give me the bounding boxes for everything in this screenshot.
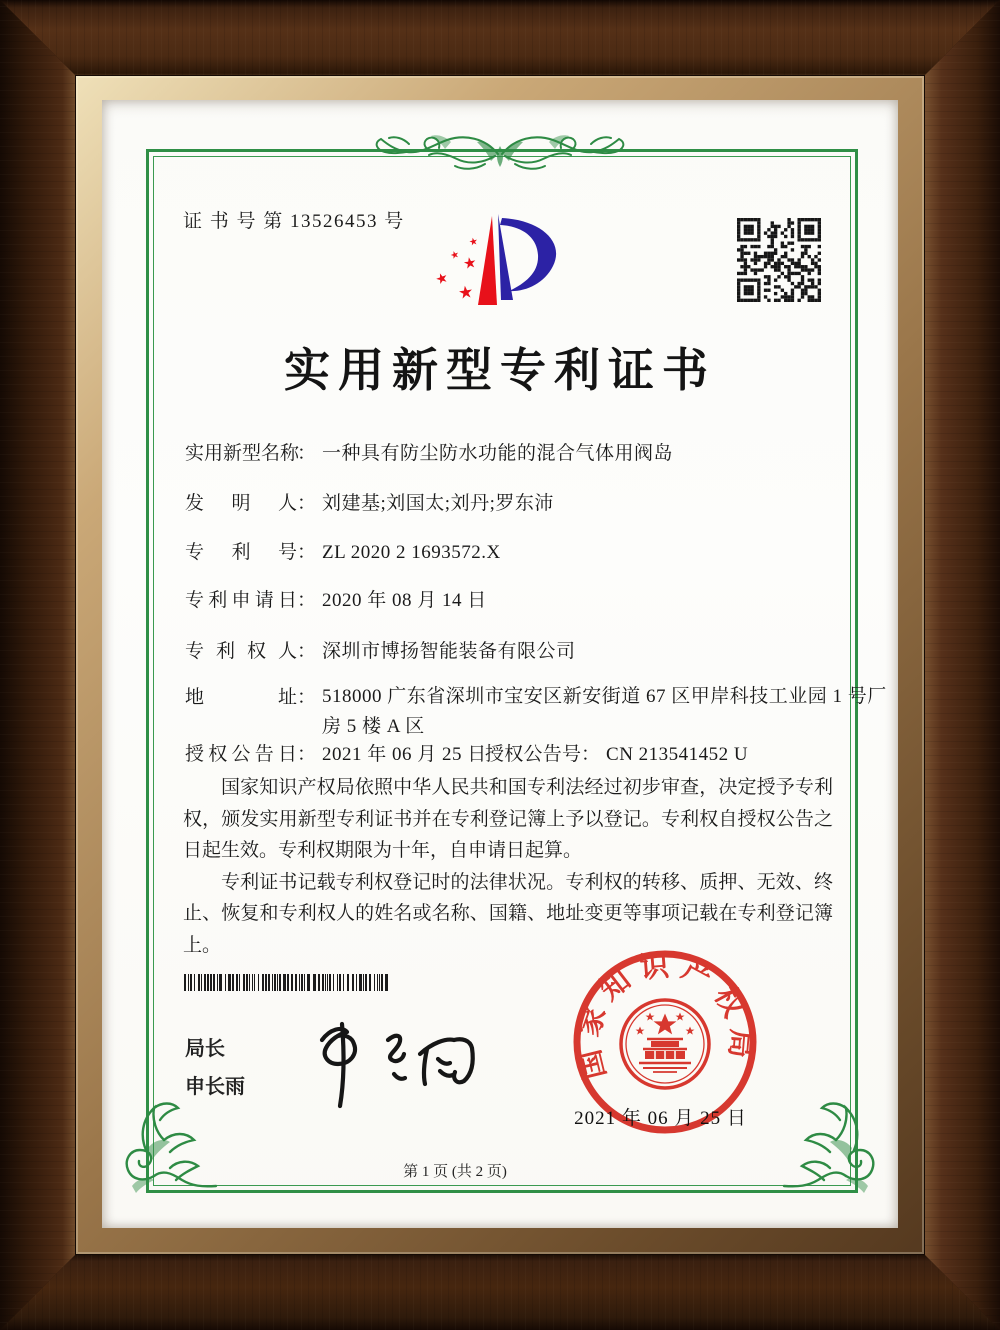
field-label: 实用新型名称 (185, 443, 300, 464)
field-row-grant-date (185, 739, 487, 766)
cnipa-patent-logo-icon (423, 192, 577, 342)
top-scroll-ornament-icon (365, 126, 635, 180)
qr-code-icon (737, 218, 821, 302)
field-label: 授权公告号 (485, 744, 581, 765)
field-colon: ： (297, 493, 317, 514)
field-colon: ： (581, 744, 601, 765)
field-row-patent-no (185, 537, 501, 564)
field-row-grant-no (485, 739, 748, 766)
seal-date: 2021 年 06 月 25 日 (574, 1108, 747, 1129)
svg-text:★: ★ (461, 253, 479, 274)
frame-wood-bottom (0, 1252, 1000, 1330)
field-label: 发明人 (185, 493, 297, 514)
corner-scroll-ornament-icon (118, 1098, 218, 1198)
field-row-inventor (185, 488, 554, 515)
frame-wood-left (0, 0, 78, 1330)
field-colon: ： (297, 641, 317, 662)
seal-text: 国家知识产权局 (572, 949, 758, 1083)
certificate-number: 证 书 号 第 13526453 号 (183, 211, 405, 232)
field-colon: ： (297, 744, 317, 765)
field-label: 授权公告日 (185, 744, 297, 765)
legal-paragraph-2: 专利证书记载专利权登记时的法律状况。专利权的转移、质押、无效、终止、恢复和专利权人的姓名或名称、国籍、地址变更等事项记载在专利登记簿上。 (183, 871, 833, 956)
corner-scroll-ornament-icon (782, 1098, 882, 1198)
field-colon: ： (297, 687, 317, 708)
field-value: ZL 2020 2 1693572.X (322, 542, 501, 563)
signature-script-icon (308, 1018, 518, 1114)
field-label: 地址 (185, 687, 297, 708)
frame-wood-right (922, 0, 1000, 1330)
field-value: 2020 年 08 月 14 日 (322, 590, 487, 611)
field-colon: ： (297, 542, 317, 563)
field-colon: ： (297, 590, 317, 611)
field-label: 专利号 (185, 542, 297, 563)
field-value: 2021 年 06 月 25 日 (322, 744, 487, 765)
field-row-name (185, 438, 673, 465)
page-number: 第 1 页 (共 2 页) (403, 1164, 507, 1180)
legal-text (183, 772, 833, 961)
commissioner-title: 局长 (185, 1038, 225, 1060)
national-emblem-icon (621, 1000, 709, 1088)
field-value: 一种具有防尘防水功能的混合气体用阀岛 (322, 443, 674, 464)
barcode-icon (184, 974, 392, 991)
field-label: 专利权人 (185, 641, 297, 662)
field-value: 深圳市博扬智能装备有限公司 (322, 641, 576, 662)
field-label: 专利申请日 (185, 590, 297, 611)
svg-text:★: ★ (456, 282, 475, 304)
field-row-filing-date (185, 585, 487, 612)
certificate-title: 实用新型专利证书 (284, 345, 716, 396)
field-row-address (185, 682, 888, 742)
frame-wood-top (0, 0, 1000, 78)
field-value: 518000 广东省深圳市宝安区新安街道 67 区甲岸科技工业园 1 号厂房 5 楼 A 区 (322, 686, 887, 737)
commissioner-name: 申长雨 (185, 1076, 245, 1098)
field-value: CN 213541452 U (606, 744, 749, 765)
legal-paragraph-1: 国家知识产权局依照中华人民共和国专利法经过初步审查，决定授予专利权，颁发实用新型专利证书并在专利登记簿上予以登记。专利权自授权公告之日起生效。专利权期限为十年，自申请日起算。 (183, 777, 833, 861)
field-colon: ： (297, 443, 317, 464)
field-value: 刘建基;刘国太;刘丹;罗东沛 (322, 493, 554, 514)
svg-text:★: ★ (433, 269, 451, 289)
svg-text:★: ★ (449, 248, 461, 263)
field-row-patentee (185, 636, 576, 663)
svg-text:★: ★ (468, 236, 480, 249)
